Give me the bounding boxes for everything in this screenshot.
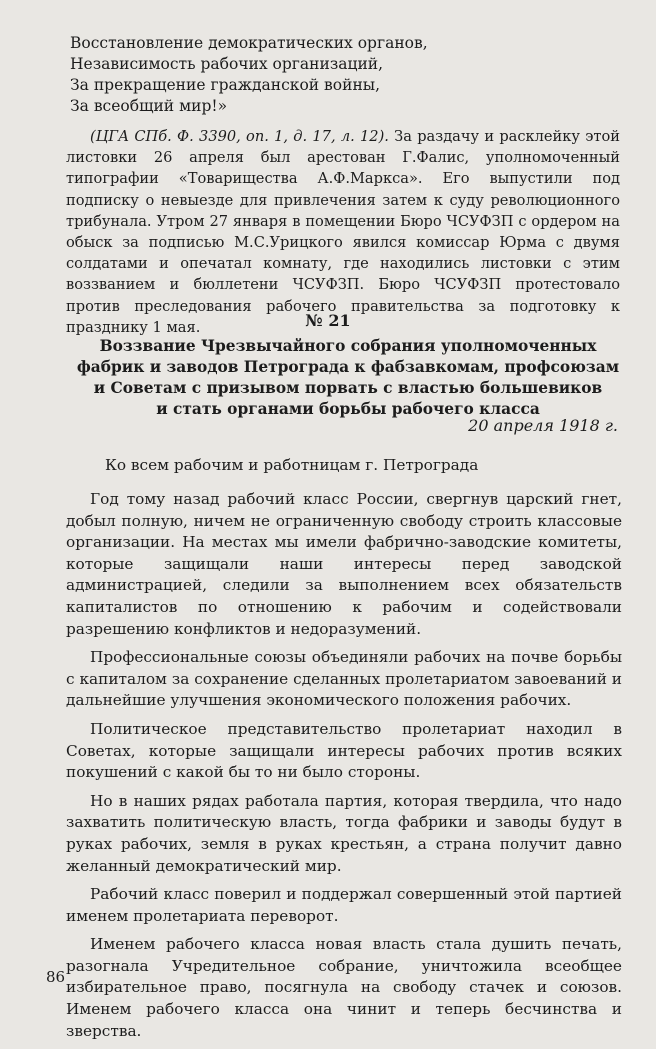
body-paragraph: Рабочий класс поверил и поддержал совершенный этой партией именем пролетариата переворот. xyxy=(66,885,622,925)
poem-line: Восстановление демократических органов, xyxy=(70,34,428,52)
document-date: 20 апреля 1918 г. xyxy=(468,416,618,435)
archival-note xyxy=(66,126,620,338)
title-line: и Советам с призывом порвать с властью большевиков xyxy=(93,379,603,397)
body-paragraph: Политическое представительство пролетариат находил в Советах, которые защищали интересы рабочих против всяких покушений с какой бы то ни было стороны. xyxy=(66,719,622,782)
body-paragraph: Профессиональные союзы объединяли рабочих на почве борьбы с капиталом за сохранение сделанных пролетариатом завоеваний и дальнейшие улучшения экономического положения рабочих. xyxy=(66,648,622,710)
document-address: Ко всем рабочим и работницам г. Петрограда xyxy=(105,456,479,474)
title-line: и стать органами борьбы рабочего класса xyxy=(156,400,540,418)
page-number: 86 xyxy=(46,968,66,986)
document-title xyxy=(58,336,638,420)
poem-line: За прекращение гражданской войны, xyxy=(70,76,381,94)
archive-citation: (ЦГА СПб. Ф. 3390, оп. 1, д. 17, л. 12). xyxy=(90,128,389,145)
poem-ending xyxy=(70,33,428,117)
document-number: № 21 xyxy=(305,311,351,330)
body-paragraph: Но в наших рядах работала партия, которая твердила, что надо захватить политическую власть, тогда фабрики и заводы будут в руках рабочих, земля в руках крестьян, а страна получит давно желанный демократический мир. xyxy=(66,791,622,875)
body-paragraph: Именем рабочего класса новая власть стала душить печать, разогнала Учредительное собрание, уничтожила всеобщее избирательное право, посягнула на свободу стачек и союзов. Именем рабочего класса она чинит и теперь бесчинства и зверства. xyxy=(66,935,622,1040)
archival-note-text: За раздачу и расклейку этой листовки 26 апреля был арестован Г.Фалис, уполномоченный типографии «Товарищества А.Ф.Маркса». Его выпустили под подписку о невыезде для привлечения затем к суду революционного трибунала. Утром 27 января в помещении Бюро ЧСУФЗП с ордером на обыск за подписью М.С.Урицкого явился комиссар Юрма с двумя солдатами и опечатал комнату, где находились листовки с этим воззванием и бюллетени ЧСУФЗП. Бюро ЧСУФЗП протестовало против преследования рабочего правительства за подготовку к празднику 1 мая. xyxy=(66,128,620,336)
poem-line: За всеобщий мир!» xyxy=(70,97,228,115)
title-line: фабрик и заводов Петрограда к фабзавкомам, профсоюзам xyxy=(76,358,620,376)
body-paragraph: Год тому назад рабочий класс России, свергнув царский гнет, добыл полную, ничем не ограниченную свободу строить классовые организации. На местах мы имели фабрично-заводские комитеты, которые защищали наши интересы перед заводской администрацией, следили за выполнением всех обязательств капиталистов по отношению к рабочим и содействовали разрешению конфликтов и недоразумений. xyxy=(66,490,622,638)
title-line: Воззвание Чрезвычайного собрания уполномоченных xyxy=(99,337,597,355)
poem-line: Независимость рабочих организаций, xyxy=(70,55,384,73)
document-body xyxy=(66,489,622,1049)
